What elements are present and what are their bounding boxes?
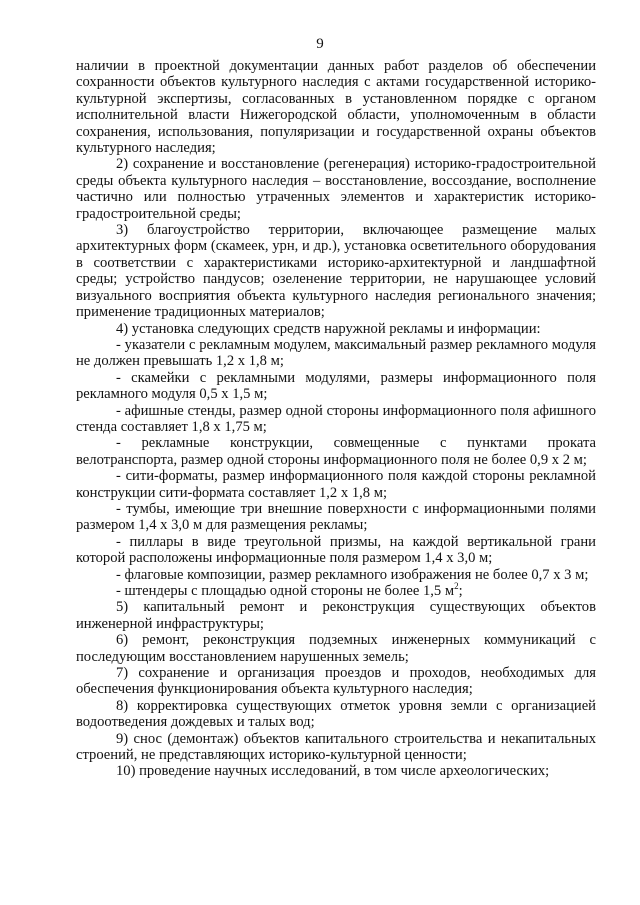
paragraph — [76, 370, 596, 403]
paragraph-text: - пиллары в виде треугольной призмы, на каждой вертикальной грани которой расположены информационные поля размером 1,4 х 3,0 м; — [76, 533, 596, 567]
paragraph-text: - указатели с рекламным модулем, максимальный размер рекламного модуля не должен превышать 1,2 х 1,8 м; — [76, 336, 596, 370]
paragraph-text: - рекламные конструкции, совмещенные с пунктами проката велотранспорта, размер одной стороны информационного поля не более 0,9 х 2 м; — [76, 435, 596, 468]
paragraph — [76, 337, 596, 370]
paragraph-text: 3) благоустройство территории, включающее размещение малых архитектурных форм (скамеек, урн, и др.), установка осветительного оборудования в соответствии с характеристиками историко-архитектурной и ландшафтной среды; устройство пандусов; озеленение территории, не нарушающее условий визуального восприятия объекта культурного наследия регионального значения; применение традиционных материалов; — [76, 222, 596, 321]
paragraph-text: 5) капитальный ремонт и реконструкция существующих объектов инженерной инфраструктуры; — [76, 599, 596, 632]
paragraph — [76, 58, 596, 156]
paragraph — [76, 632, 596, 665]
page-number: 9 — [316, 36, 324, 52]
paragraph — [76, 501, 596, 534]
paragraph-text: - скамейки с рекламными модулями, размеры информационного поля рекламного модуля 0,5 х 1,5 м; — [76, 369, 596, 403]
paragraph-text: - штендеры с площадью одной стороны не более 1,5 м — [116, 583, 455, 599]
paragraph-text: - флаговые композиции, размер рекламного изображения не более 0,7 х 3 м; — [116, 566, 589, 583]
paragraph — [76, 599, 596, 632]
paragraph — [76, 583, 596, 599]
paragraph — [76, 763, 596, 779]
paragraph — [76, 435, 596, 468]
paragraph — [76, 222, 596, 320]
paragraph-suffix: ; — [458, 583, 463, 599]
paragraph — [76, 567, 596, 583]
superscript: 2 — [454, 581, 459, 592]
paragraph-text: - тумбы, имеющие три внешние поверхности с информационными полями размером 1,4 х 3,0 м для размещения рекламы; — [76, 500, 596, 534]
paragraph-text: 10) проведение научных исследований, в том числе археологических; — [116, 763, 550, 780]
paragraph — [76, 468, 596, 501]
paragraph-text: 6) ремонт, реконструкция подземных инженерных коммуникаций с последующим восстановлением нарушенных земель; — [76, 632, 596, 665]
document-body — [76, 58, 596, 780]
paragraph-text: 9) снос (демонтаж) объектов капитального строительства и некапитальных строений, не представляющих историко-культурной ценности; — [76, 730, 596, 764]
paragraph-text: наличии в проектной документации данных работ разделов об обеспечении сохранности объектов культурного наследия с актами государственной историко-культурной экспертизы, согласованных в установленном порядке с органом исполнительной власти Нижегородской области, уполномоченным в области сохранения, использования, популяризации и государственной охраны объектов культурного наследия; — [76, 58, 596, 157]
paragraph — [76, 321, 596, 337]
paragraph-text: - сити-форматы, размер информационного поля каждой стороны рекламной конструкции сити-формата составляет 1,2 х 1,8 м; — [76, 468, 596, 501]
paragraph — [76, 731, 596, 764]
paragraph-text: 4) установка следующих средств наружной рекламы и информации: — [116, 320, 541, 337]
paragraph-text: - афишные стенды, размер одной стороны информационного поля афишного стенда составляет 1,8 х 1,75 м; — [76, 402, 596, 435]
paragraph-text: 2) сохранение и восстановление (регенерация) историко-градостроительной среды объекта культурного наследия – восстановление, воссоздание, восполнение частично или полностью утраченных элементов и характеристик историко-градостроительной среды; — [76, 156, 596, 222]
paragraph — [76, 156, 596, 222]
paragraph — [76, 698, 596, 731]
paragraph-text: 7) сохранение и организация проездов и проходов, необходимых для обеспечения функционирования объекта культурного наследия; — [76, 665, 596, 698]
paragraph-text: 8) корректировка существующих отметок уровня земли с организацией водоотведения дождевых и талых вод; — [76, 697, 596, 731]
paragraph — [76, 534, 596, 567]
paragraph — [76, 403, 596, 436]
paragraph — [76, 665, 596, 698]
